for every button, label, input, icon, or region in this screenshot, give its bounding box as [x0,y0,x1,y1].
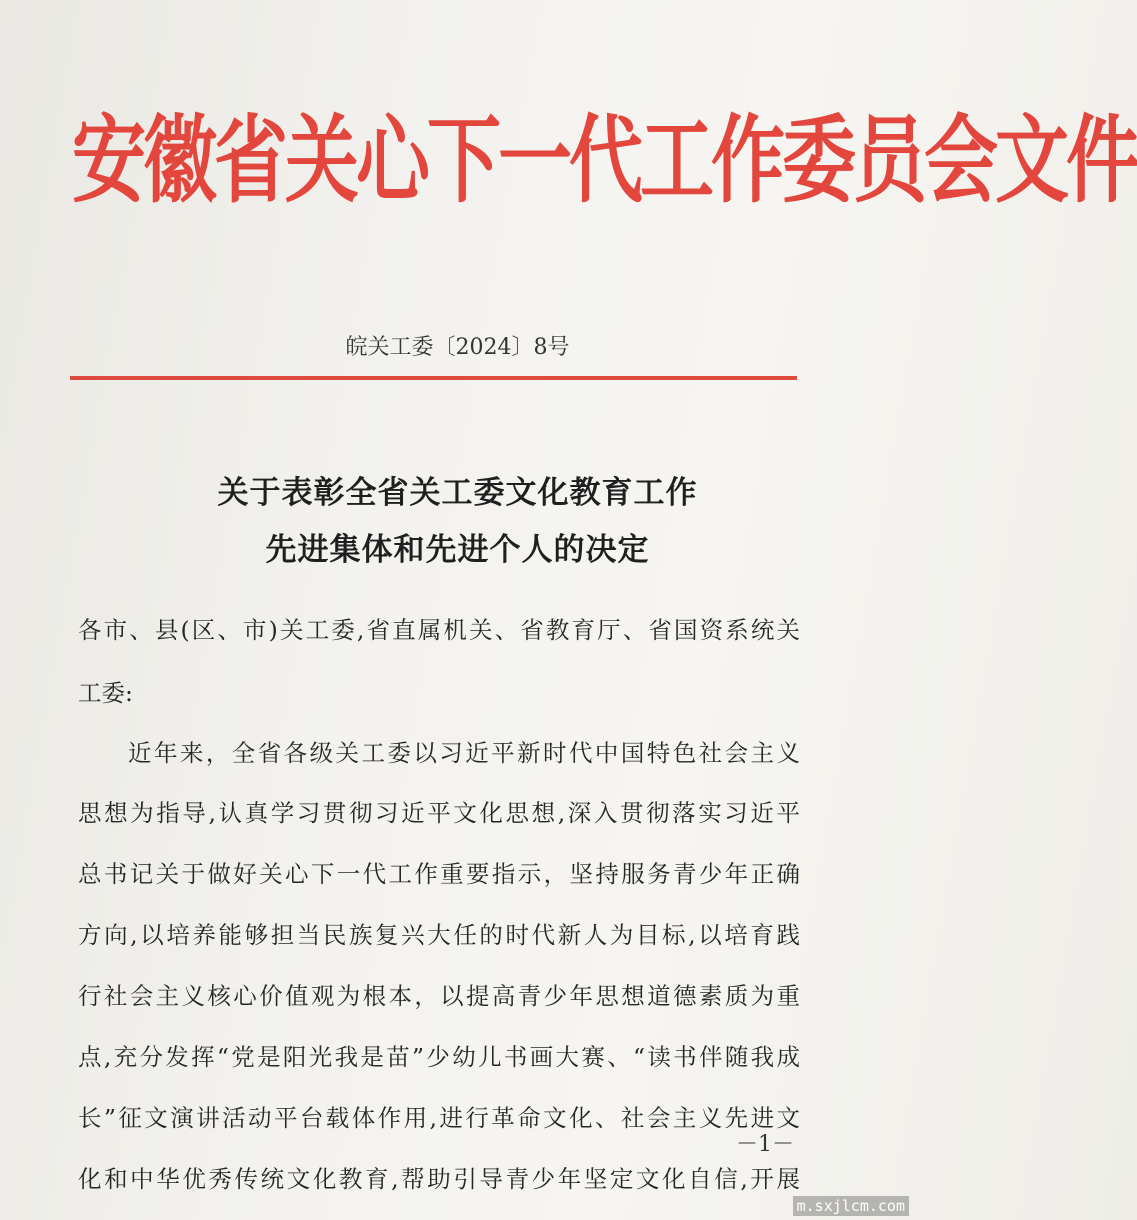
decision-title-line-2: 先进集体和先进个人的决定 [265,532,650,568]
body-paragraph-line: 方向,以培养能够担当民族复兴大任的时代新人为目标,以培育践 [78,921,800,949]
body-paragraph-line: 总书记关于做好关心下一代工作重要指示，坚持服务青少年正确 [78,860,800,888]
salutation-line-1: 各市、县(区、市)关工委,省直属机关、省教育厅、省国资系统关 [78,616,800,644]
decision-title-line-1: 关于表彰全省关工委文化教育工作 [217,475,698,511]
red-divider-rule [70,376,797,380]
page-number: －1－ [736,1132,794,1157]
site-watermark: m.sxjlcm.com [793,1196,909,1216]
body-paragraph-line: 思想为指导,认真学习贯彻习近平文化思想,深入贯彻落实习近平 [78,799,800,827]
body-paragraph-line: 近年来，全省各级关工委以习近平新时代中国特色社会主义 [128,739,800,767]
body-paragraph-line: 点,充分发挥“党是阳光我是苗”少幼儿书画大赛、“读书伴随我成 [78,1043,800,1071]
body-paragraph-line: 长”征文演讲活动平台载体作用,进行革命文化、社会主义先进文 [78,1104,800,1132]
body-paragraph-line: 化和中华优秀传统文化教育,帮助引导青少年坚定文化自信,开展 [78,1165,800,1193]
document-number: 皖关工委〔2024〕8号 [345,335,570,360]
salutation-line-2: 工委: [78,679,133,707]
body-paragraph-line: 行社会主义核心价值观为根本，以提高青少年思想道德素质为重 [78,982,800,1010]
document-header-title: 安徽省关心下一代工作委员会文件 [72,105,1137,217]
